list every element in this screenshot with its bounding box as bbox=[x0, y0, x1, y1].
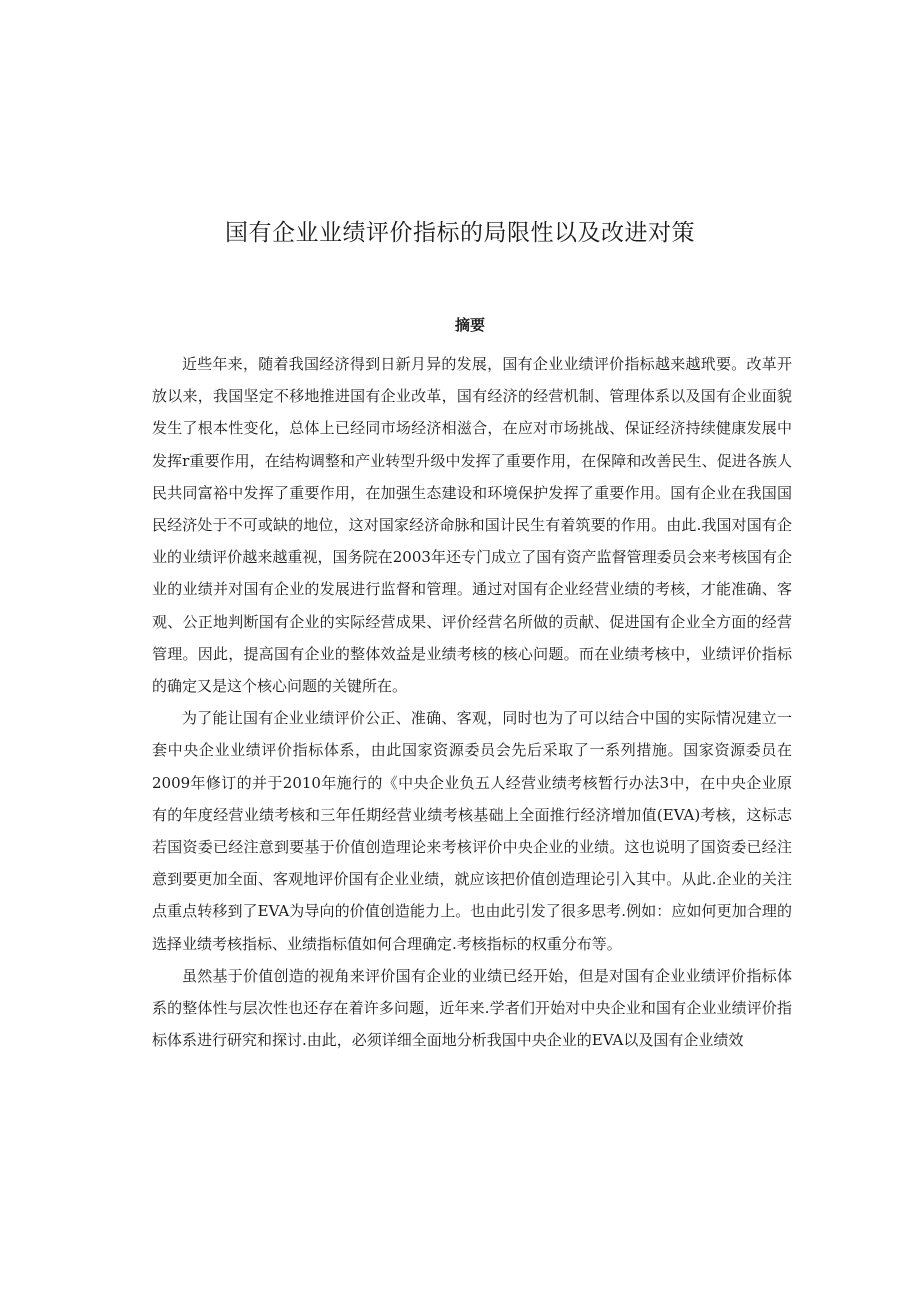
paragraph-3: 虽然基于价值创造的视角来评价国有企业的业绩已经开始，但是对国有企业业绩评价指标体系的整体性与层次性也还存在着许多问题，近年来.学者们开始对中央企业和国有企业业绩评价指标体系进行研究和探讨.由此，必须详细全面地分析我国中央企业的EVA以及国有企业绩效 bbox=[152, 966, 792, 1050]
abstract-heading: 摘要 bbox=[454, 316, 485, 334]
paragraph-1: 近些年来，随着我国经济得到日新月异的发展，国有企业业绩评价指标越来越玳要。改革开放以来，我国坚定不移地推进国有企业改革，国有经济的经营机制、管理体系以及国有企业面貌发生了根本性变化，总体上已经同市场经济相滋合，在应对市场挑战、保证经济持续健康发展中发挥r重要作用，在结构调整和产业转型升级中发挥了重要作用，在保障和改善民生、促进各族人民共同富裕中发挥了重要作用，在加强生态建设和环境保护发挥了重要作用。国有企业在我国国民经济处于不可或缺的地位，这对国家经济命脉和国计民生有着筑要的作用。由此.我国对国有企业的业绩评价越来越重视，国务院在2003年还专门成立了国有资产监督管理委员会来考核国有企业的业绩并对国有企业的发展进行监督和管理。通过对国有企业经营业绩的考核，才能准确、客观、公正地判断国有企业的实际经营成果、评价经营名所做的贡献、促进国有企业全方面的经营管理。因此，提高国有企业的整体效益是业绩考核的核心问题。而在业绩考核中，业绩评价指标的确定又是这个核心问题的关键所在。 bbox=[152, 355, 792, 696]
abstract-body bbox=[152, 348, 792, 1056]
document-title: 国有企业业绩评价指标的局限性以及改进对策 bbox=[225, 220, 695, 246]
paragraph-2: 为了能让国有企业业绩评价公正、准确、客观，同时也为了可以结合中国的实际情况建立一套中央企业业绩评价指标体系，由此国家资源委员会先后采取了一系列措施。国家资源委员在2009年修订的并于2010年施行的《中央企业负五人经营业绩考核暂行办法3中，在中央企业原有的年度经营业绩考核和三年任期经营业绩考核基础上全面推行经济增加值(EVA)考核，这标志若国资委已经注意到要基于价值创造理论来考核评价中央企业的业绩。这也说明了国资委已经注意到要更加全面、客观地评价国有企业业绩，就应该把价值创造理论引入其中。从此.企业的关注点重点转移到了EVA为导向的价值创造能力上。也由此引发了很多思考.例如：应如何更加合理的选择业绩考核指标、业绩指标值如何合理确定.考核指标的权重分布等。 bbox=[152, 709, 792, 953]
